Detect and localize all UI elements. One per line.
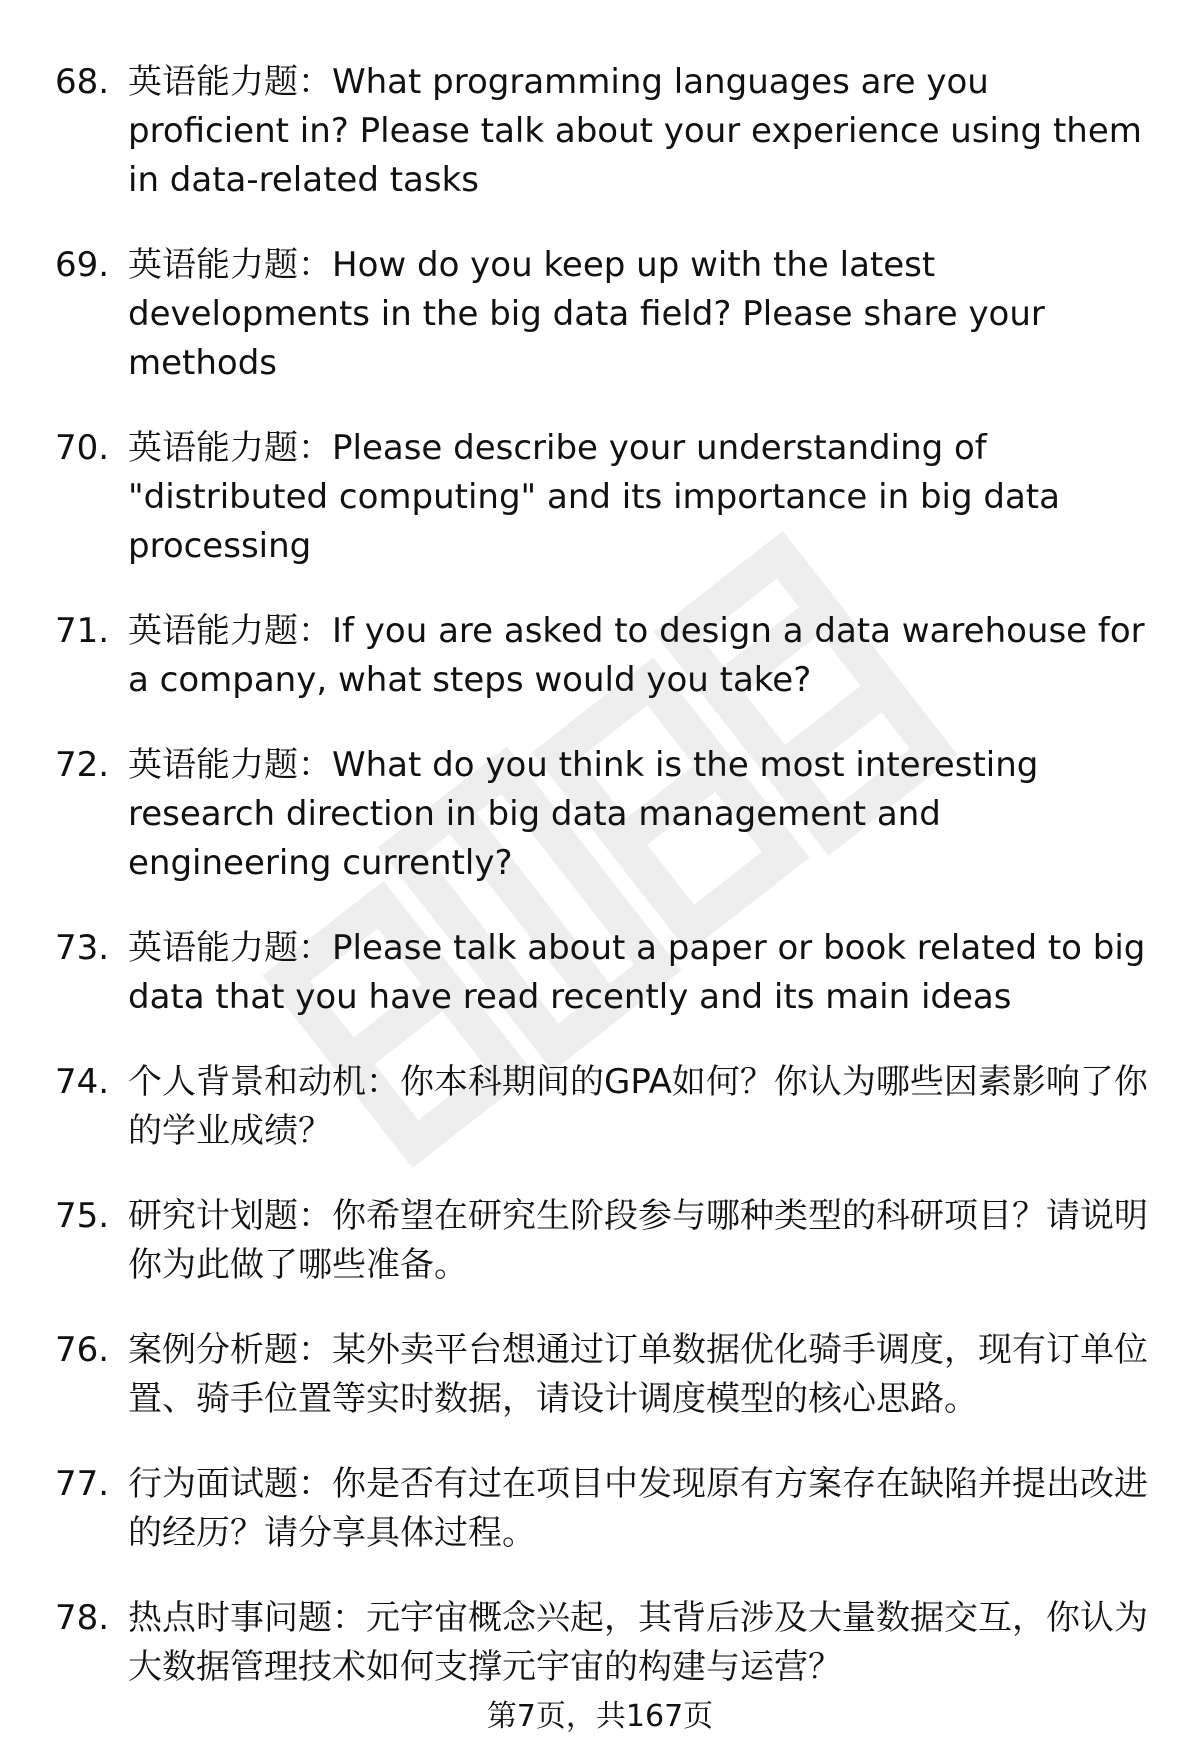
question-number: 75. xyxy=(55,1196,110,1236)
list-item xyxy=(55,58,1155,205)
list-item xyxy=(55,1326,1155,1424)
question-number: 78. xyxy=(55,1598,110,1638)
list-item xyxy=(55,1058,1155,1156)
list-item xyxy=(55,1192,1155,1290)
question-text: 英语能力题：Please describe your understanding of "distributed computing" and its importance in big data processing xyxy=(128,428,1060,566)
question-number: 69. xyxy=(55,245,110,285)
question-number: 70. xyxy=(55,428,110,468)
list-item xyxy=(55,924,1155,1022)
page-footer: 第7页，共167页 xyxy=(486,1699,714,1734)
question-number: 76. xyxy=(55,1330,110,1370)
question-number: 77. xyxy=(55,1464,110,1504)
list-item xyxy=(55,424,1155,571)
question-text: 英语能力题：Please talk about a paper or book related to big data that you have read recently and its main ideas xyxy=(128,928,1146,1017)
question-number: 72. xyxy=(55,745,110,785)
list-item xyxy=(55,241,1155,388)
question-text: 英语能力题：What programming languages are you proficient in? Please talk about your experience using them in data-related tasks xyxy=(128,62,1142,200)
question-text: 案例分析题：某外卖平台想通过订单数据优化骑手调度，现有订单位置、骑手位置等实时数据，请设计调度模型的核心思路。 xyxy=(128,1330,1148,1419)
list-item xyxy=(55,607,1155,705)
question-number: 74. xyxy=(55,1062,110,1102)
question-number: 73. xyxy=(55,928,110,968)
list-item xyxy=(55,1460,1155,1558)
list-item xyxy=(55,741,1155,888)
list-item xyxy=(55,1594,1155,1692)
question-text: 个人背景和动机：你本科期间的GPA如何？你认为哪些因素影响了你的学业成绩？ xyxy=(128,1062,1148,1151)
question-text: 研究计划题：你希望在研究生阶段参与哪种类型的科研项目？请说明你为此做了哪些准备。 xyxy=(128,1196,1148,1285)
question-text: 英语能力题：How do you keep up with the latest developments in the big data field? Please share your methods xyxy=(128,245,1045,383)
question-text: 行为面试题：你是否有过在项目中发现原有方案存在缺陷并提出改进的经历？请分享具体过程。 xyxy=(128,1464,1148,1553)
question-text: 热点时事问题：元宇宙概念兴起，其背后涉及大量数据交互，你认为大数据管理技术如何支撑元宇宙的构建与运营？ xyxy=(128,1598,1148,1687)
question-number: 68. xyxy=(55,62,110,102)
question-text: 英语能力题：If you are asked to design a data warehouse for a company, what steps would you take? xyxy=(128,611,1145,700)
question-text: 英语能力题：What do you think is the most interesting research direction in big data management and engineering currently? xyxy=(128,745,1039,883)
question-list xyxy=(55,58,1155,1728)
question-number: 71. xyxy=(55,611,110,651)
